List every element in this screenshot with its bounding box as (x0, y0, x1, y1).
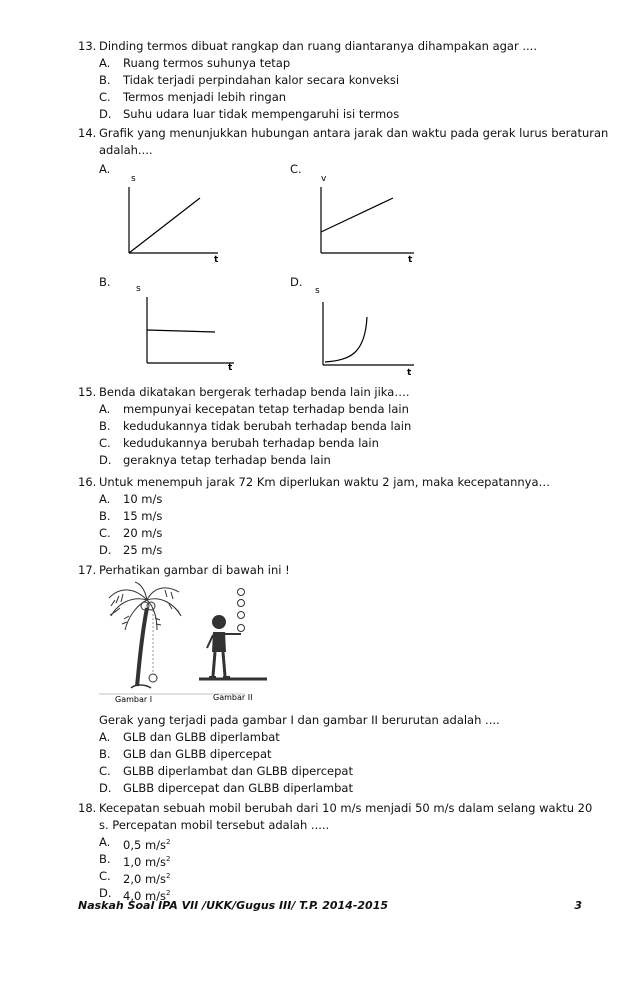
graph-d[interactable] (310, 282, 420, 377)
option-c[interactable] (78, 89, 578, 106)
question-number: 14. (78, 126, 97, 140)
option-text: GLBB diperlambat dan GLBB dipercepat (123, 764, 353, 778)
option-letter: B. (99, 73, 111, 87)
option-letter: A. (99, 492, 111, 506)
option-c[interactable] (78, 525, 578, 542)
option-letter: B. (99, 852, 111, 866)
graph-line (147, 330, 215, 332)
graph-b[interactable] (130, 280, 240, 375)
question-text: Kecepatan sebuah mobil berubah dari 10 m/s menjadi 50 m/s dalam selang waktu 20 (99, 801, 593, 815)
option-text: kedudukannya tidak berubah terhadap benda lain (123, 419, 412, 433)
option-letter: A. (99, 402, 111, 416)
option-letter: B. (99, 419, 111, 433)
page-footer (78, 899, 582, 912)
option-a[interactable] (78, 491, 578, 508)
option-c[interactable] (78, 868, 578, 885)
option-letter: A. (99, 56, 111, 70)
option-d[interactable] (78, 780, 578, 797)
x-label: t (228, 363, 233, 373)
graph-a-letter[interactable]: A. (99, 162, 111, 176)
option-letter: A. (99, 730, 111, 744)
option-b[interactable] (78, 746, 578, 763)
graph-c-letter[interactable]: C. (290, 162, 302, 176)
question-number: 13. (78, 39, 97, 53)
question-18 (78, 800, 593, 903)
option-d[interactable] (78, 452, 578, 469)
option-text: GLB dan GLBB dipercepat (123, 747, 272, 761)
option-a[interactable] (78, 834, 578, 851)
option-letter: D. (99, 886, 112, 900)
option-text: mempunyai kecepatan tetap terhadap benda lain (123, 402, 409, 416)
footer-text: Naskah Soal IPA VII /UKK/Gugus III/ T.P. 2014-2015 (78, 899, 389, 912)
option-letter: B. (99, 509, 111, 523)
option-text: 20 m/s (123, 526, 163, 540)
boy-juggling-illustration (199, 589, 267, 680)
graph-d-letter[interactable]: D. (290, 275, 303, 289)
graph-line (321, 198, 393, 232)
option-b[interactable] (78, 508, 578, 525)
option-d[interactable] (78, 106, 578, 123)
option-b[interactable] (78, 851, 578, 868)
question-text-cont: s. Percepatan mobil tersebut adalah ..... (99, 818, 330, 832)
question-number: 16. (78, 475, 97, 489)
option-text: Suhu udara luar tidak mempengaruhi isi termos (123, 107, 400, 121)
coconut-tree-illustration (109, 582, 181, 688)
graph-c[interactable] (310, 170, 420, 265)
option-a[interactable] (78, 729, 578, 746)
option-letter: D. (99, 781, 112, 795)
option-letter: B. (99, 747, 111, 761)
option-text: 1,0 $m/s^2$ (123, 855, 171, 869)
question-text: Grafik yang menunjukkan hubungan antara jarak dan waktu pada gerak lurus beraturan (99, 126, 609, 140)
option-text: Ruang termos suhunya tetap (123, 56, 291, 70)
option-b[interactable] (78, 72, 578, 89)
question-text: Benda dikatakan bergerak terhadap benda lain jika…. (99, 385, 410, 399)
question-text: Perhatikan gambar di bawah ini ! (99, 563, 290, 577)
option-letter: D. (99, 453, 112, 467)
graph-line (129, 198, 200, 253)
question-number: 18. (78, 801, 97, 815)
option-letter: D. (99, 107, 112, 121)
option-text: 25 m/s (123, 543, 163, 557)
question-number: 17. (78, 563, 97, 577)
question-text-cont: adalah.... (99, 143, 153, 157)
question-prompt: Gerak yang terjadi pada gambar I dan gambar II berurutan adalah .... (99, 713, 500, 727)
motion-figure (95, 578, 270, 708)
graph-curve (325, 317, 367, 362)
option-text: 2,0 $m/s^2$ (123, 872, 171, 886)
option-letter: C. (99, 436, 111, 450)
option-b[interactable] (78, 418, 578, 435)
option-letter: A. (99, 835, 111, 849)
question-15 (78, 384, 578, 469)
option-a[interactable] (78, 55, 578, 72)
option-a[interactable] (78, 401, 578, 418)
y-label: s (131, 174, 136, 184)
option-text: 10 m/s (123, 492, 163, 506)
page-number: 3 (574, 899, 582, 912)
caption-gambar-2: Gambar II (213, 693, 253, 702)
x-label: t (408, 255, 413, 265)
y-label: v (321, 174, 327, 184)
option-text: 4,0 $m/s^2$ (123, 889, 171, 903)
option-text: kedudukannya berubah terhadap benda lain (123, 436, 379, 450)
option-c[interactable] (78, 435, 578, 452)
x-label: t (407, 368, 412, 377)
question-16 (78, 474, 578, 559)
question-text: Untuk menempuh jarak 72 Km diperlukan waktu 2 jam, maka kecepatannya… (99, 475, 551, 489)
graph-a[interactable] (118, 170, 228, 265)
question-17-options (78, 712, 578, 797)
question-13 (78, 38, 578, 123)
question-text: Dinding termos dibuat rangkap dan ruang diantaranya dihampakan agar .... (99, 39, 537, 53)
question-14 (78, 125, 609, 159)
option-c[interactable] (78, 763, 578, 780)
caption-gambar-1: Gambar I (115, 695, 153, 704)
question-number: 15. (78, 385, 97, 399)
option-letter: C. (99, 526, 111, 540)
option-letter: C. (99, 869, 111, 883)
y-label: s (315, 286, 320, 296)
option-d[interactable] (78, 542, 578, 559)
option-text: Termos menjadi lebih ringan (123, 90, 287, 104)
option-text: GLBB dipercepat dan GLBB diperlambat (123, 781, 353, 795)
graph-b-letter[interactable]: B. (99, 275, 111, 289)
option-text: Tidak terjadi perpindahan kalor secara konveksi (123, 73, 400, 87)
option-text: geraknya tetap terhadap benda lain (123, 453, 331, 467)
option-letter: D. (99, 543, 112, 557)
question-17 (78, 562, 578, 579)
option-letter: C. (99, 764, 111, 778)
option-letter: C. (99, 90, 111, 104)
option-text: 0,5 $m/s^2$ (123, 838, 171, 852)
x-label: t (214, 255, 219, 265)
option-text: GLB dan GLBB diperlambat (123, 730, 280, 744)
y-label: s (136, 284, 141, 294)
option-text: 15 m/s (123, 509, 163, 523)
